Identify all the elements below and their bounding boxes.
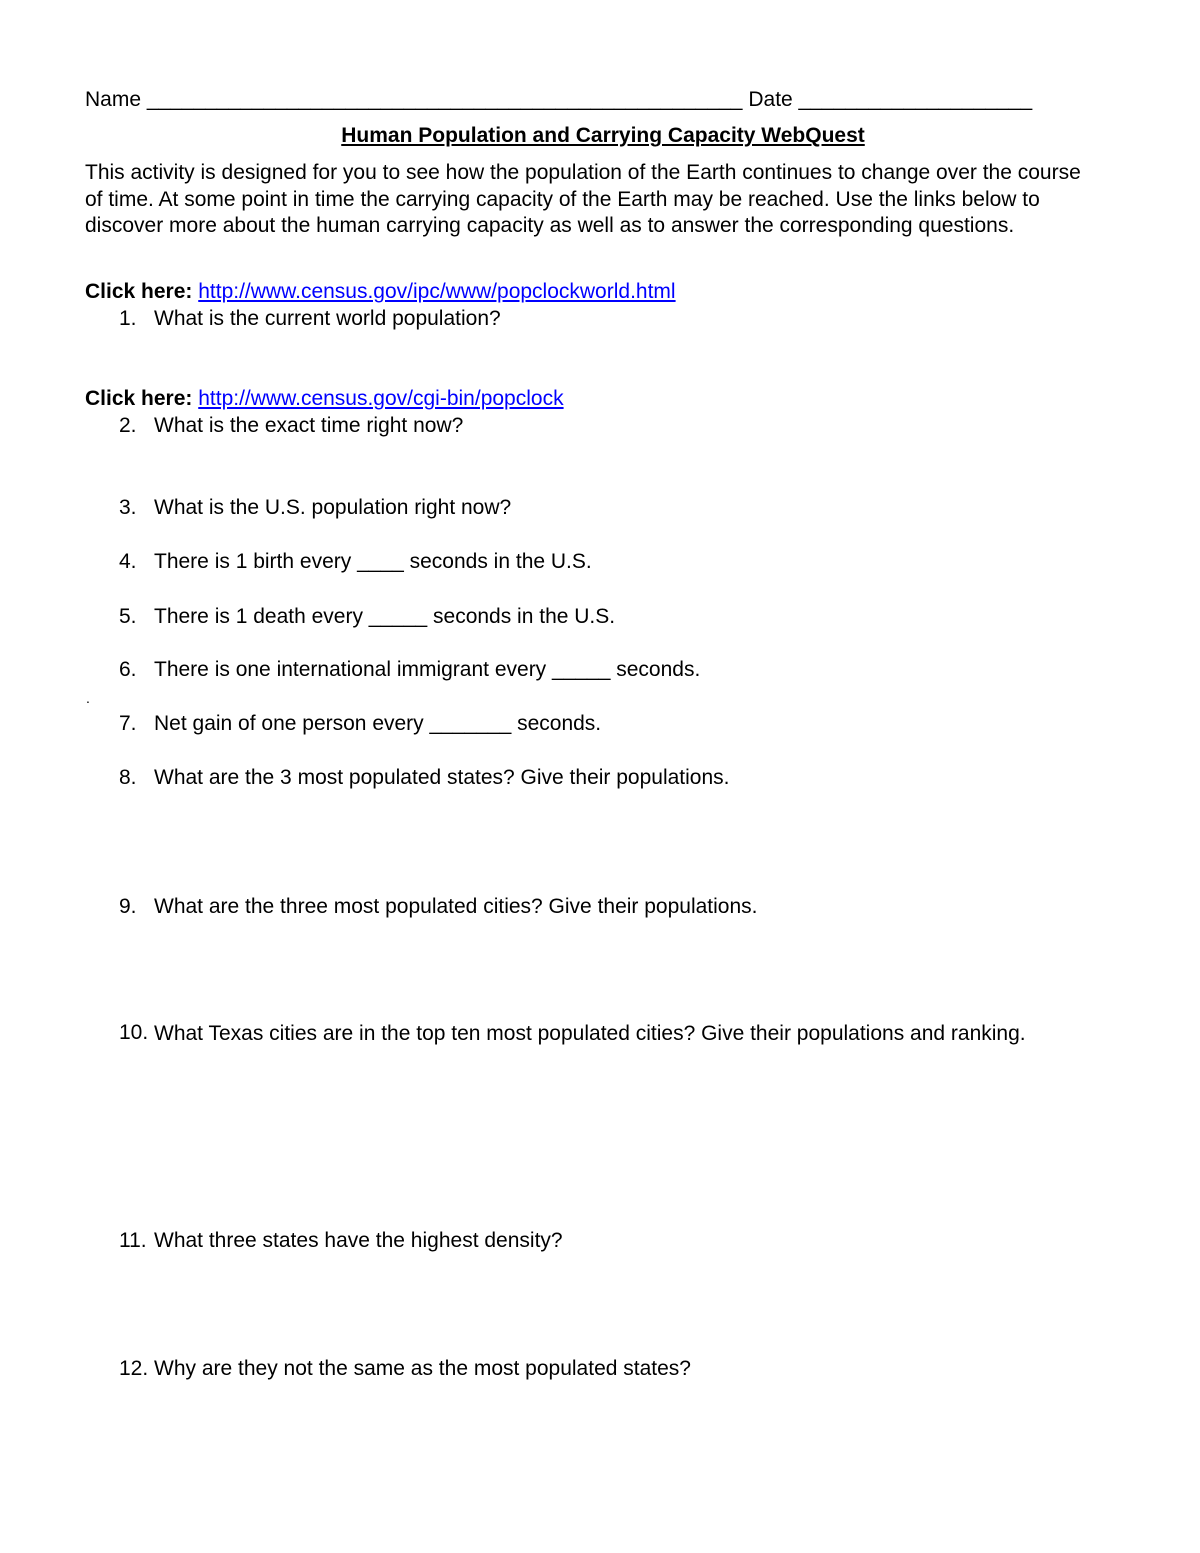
question-3 xyxy=(119,495,511,522)
question-number: 3. xyxy=(119,496,137,519)
click-here-label: Click here: xyxy=(85,280,193,303)
question-5 xyxy=(119,604,615,631)
question-text: Why are they not the same as the most populated states? xyxy=(154,1357,691,1380)
question-text: What are the 3 most populated states? Give their populations. xyxy=(154,766,730,789)
question-2 xyxy=(119,413,463,440)
header-line xyxy=(85,87,1032,114)
intro-paragraph: This activity is designed for you to see how the population of the Earth continues to change over the course of time. At some point in time the carrying capacity of the Earth may be reached. Use the links below to discover more about the human carrying capacity as well as to answer the corresponding questions. xyxy=(85,161,1081,238)
question-number: 9. xyxy=(119,895,137,918)
us-popclock-link[interactable]: http://www.census.gov/cgi-bin/popclock xyxy=(198,387,564,410)
question-8 xyxy=(119,765,730,792)
link-line-2 xyxy=(85,386,564,413)
stray-mark: . xyxy=(86,690,90,706)
question-text: What is the exact time right now? xyxy=(154,414,464,437)
link-line-1 xyxy=(85,279,676,306)
question-text: What three states have the highest density? xyxy=(154,1229,563,1252)
question-text: What is the current world population? xyxy=(154,307,501,330)
click-here-label: Click here: xyxy=(85,387,193,410)
question-number: 12. xyxy=(119,1357,149,1380)
question-1 xyxy=(119,306,501,333)
question-number: 5. xyxy=(119,605,137,628)
question-text: There is 1 birth every ____ seconds in the U.S. xyxy=(154,550,592,573)
question-text: There is one international immigrant every _____ seconds. xyxy=(154,658,701,681)
question-number: 6. xyxy=(119,658,137,681)
page-title: Human Population and Carrying Capacity WebQuest xyxy=(341,124,865,147)
question-11 xyxy=(119,1228,563,1255)
world-popclock-link[interactable]: http://www.census.gov/ipc/www/popclockworld.html xyxy=(198,280,676,303)
question-text: What is the U.S. population right now? xyxy=(154,496,512,519)
question-7 xyxy=(119,711,601,738)
question-text: There is 1 death every _____ seconds in the U.S. xyxy=(154,605,616,628)
question-number: 10. xyxy=(119,1021,149,1044)
date-field-label: Date ____________________ xyxy=(748,88,1033,111)
question-4 xyxy=(119,549,592,576)
question-text: Net gain of one person every _______ seconds. xyxy=(154,712,602,735)
question-number: 1. xyxy=(119,307,137,330)
question-number: 7. xyxy=(119,712,137,735)
question-10 xyxy=(119,1020,1079,1048)
question-text: What are the three most populated cities? Give their populations. xyxy=(154,895,758,918)
question-text: What Texas cities are in the top ten most populated cities? Give their populations and ranking. xyxy=(154,1022,1026,1045)
question-number: 11. xyxy=(119,1229,147,1252)
name-field-label: Name ___________________________________________________ xyxy=(85,88,743,111)
question-6 xyxy=(119,657,700,684)
question-number: 4. xyxy=(119,550,137,573)
question-12 xyxy=(119,1356,691,1383)
question-number: 2. xyxy=(119,414,137,437)
question-9 xyxy=(119,894,758,921)
question-number: 8. xyxy=(119,766,137,789)
